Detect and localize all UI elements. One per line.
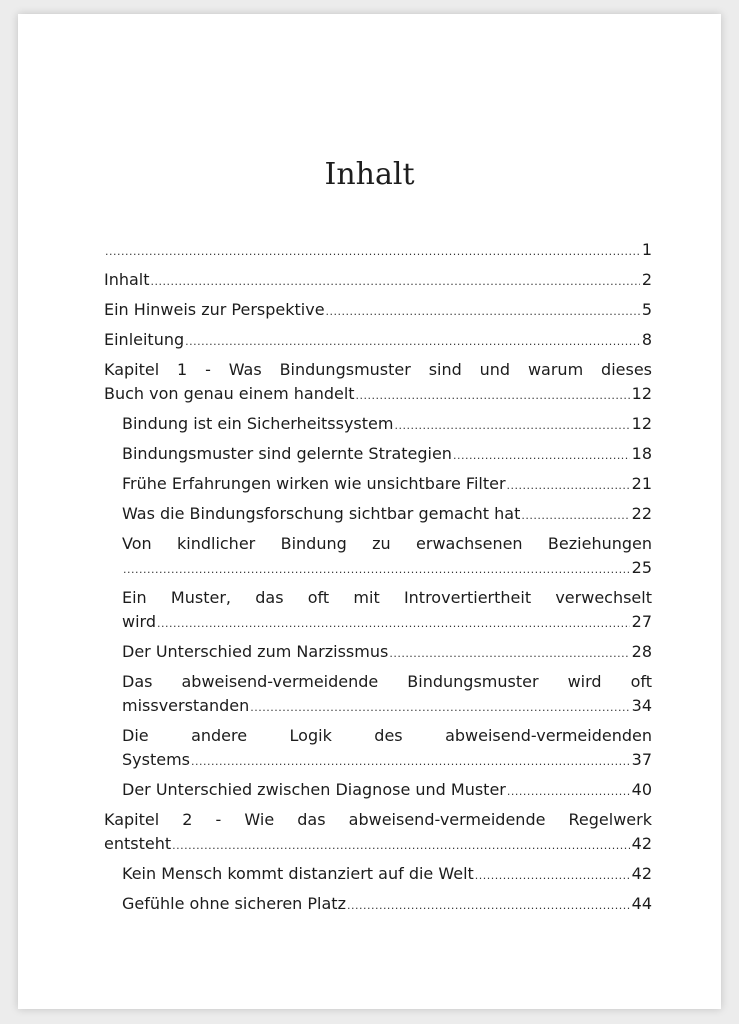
toc-entry[interactable] <box>104 328 652 352</box>
toc-entry-title: entsteht <box>104 834 172 853</box>
toc-page-number: 8 <box>641 330 652 349</box>
toc-page-number: 1 <box>641 240 652 259</box>
toc-page-number: 12 <box>631 414 652 433</box>
dot-leader <box>157 612 630 636</box>
toc-page-number: 22 <box>631 504 652 523</box>
toc-page-number: 44 <box>631 894 652 913</box>
toc-page-number: 12 <box>631 384 652 403</box>
toc-page-number: 28 <box>631 642 652 661</box>
toc-entry[interactable] <box>122 892 652 916</box>
toc-entry[interactable] <box>122 502 652 526</box>
dot-leader <box>356 384 630 408</box>
toc-entry[interactable] <box>122 532 652 580</box>
toc-entry[interactable] <box>122 412 652 436</box>
toc-entry[interactable] <box>104 268 652 292</box>
toc-entry[interactable] <box>122 640 652 664</box>
toc-entry[interactable] <box>122 724 652 772</box>
toc-entry-title: Systems <box>122 750 190 769</box>
toc-page-number: 34 <box>631 696 652 715</box>
dot-leader <box>347 894 630 918</box>
toc-page-number: 37 <box>631 750 652 769</box>
toc-entry-title-line: Kapitel 2 - Wie das abweisend-vermeidende Regelwerk <box>104 810 652 829</box>
dot-leader <box>151 270 640 294</box>
dot-leader <box>123 558 630 582</box>
document-page <box>18 14 721 1009</box>
dot-leader <box>326 300 640 324</box>
toc-entry[interactable] <box>122 778 652 802</box>
table-of-contents <box>104 238 652 922</box>
toc-page-number: 42 <box>631 864 652 883</box>
toc-entry-title: Der Unterschied zum Narzissmus <box>122 642 389 661</box>
toc-page-number: 21 <box>631 474 652 493</box>
toc-entry[interactable] <box>122 442 652 466</box>
page-title: Inhalt <box>324 157 415 192</box>
toc-entry-title: Buch von genau einem handelt <box>104 384 355 403</box>
dot-leader <box>191 750 630 774</box>
dot-leader <box>105 240 640 264</box>
toc-entry[interactable] <box>104 238 652 262</box>
toc-entry[interactable] <box>122 586 652 634</box>
toc-page-number: 2 <box>641 270 652 289</box>
dot-leader <box>475 864 630 888</box>
toc-entry-title: Was die Bindungsforschung sichtbar gemacht hat <box>122 504 521 523</box>
toc-entry[interactable] <box>104 808 652 856</box>
dot-leader <box>521 504 629 528</box>
toc-entry[interactable] <box>122 670 652 718</box>
toc-entry-title: Einleitung <box>104 330 185 349</box>
toc-entry[interactable] <box>104 298 652 322</box>
toc-entry[interactable] <box>122 472 652 496</box>
toc-entry-title-line: Kapitel 1 - Was Bindungsmuster sind und warum dieses <box>104 360 652 379</box>
toc-page-number: 18 <box>631 444 652 463</box>
toc-entry-title: wird <box>122 612 156 631</box>
toc-entry-title: Inhalt <box>104 270 150 289</box>
toc-entry-title-line: Die andere Logik des abweisend-vermeidenden <box>122 726 652 745</box>
toc-entry-title-line: Von kindlicher Bindung zu erwachsenen Beziehungen <box>122 534 652 553</box>
dot-leader <box>507 780 630 804</box>
toc-entry-title: Gefühle ohne sicheren Platz <box>122 894 346 913</box>
dot-leader <box>453 444 630 468</box>
toc-entry-title: Der Unterschied zwischen Diagnose und Muster <box>122 780 506 799</box>
toc-page-number: 40 <box>631 780 652 799</box>
toc-page-number: 42 <box>631 834 652 853</box>
toc-page-number: 25 <box>631 558 652 577</box>
toc-entry-title: Ein Hinweis zur Perspektive <box>104 300 325 319</box>
toc-entry-title: Bindungsmuster sind gelernte Strategien <box>122 444 452 463</box>
toc-page-number: 5 <box>641 300 652 319</box>
toc-entry-title: Frühe Erfahrungen wirken wie unsichtbare Filter <box>122 474 506 493</box>
dot-leader <box>172 834 630 858</box>
toc-entry[interactable] <box>122 862 652 886</box>
dot-leader <box>394 414 629 438</box>
toc-page-number: 27 <box>631 612 652 631</box>
toc-entry[interactable] <box>104 358 652 406</box>
dot-leader <box>185 330 640 354</box>
toc-entry-title-line: Ein Muster, das oft mit Introvertiertheit verwechselt <box>122 588 652 607</box>
toc-entry-title-line: Das abweisend-vermeidende Bindungsmuster wird oft <box>122 672 652 691</box>
toc-entry-title: Kein Mensch kommt distanziert auf die Welt <box>122 864 474 883</box>
dot-leader <box>389 642 629 666</box>
toc-entry-title: missverstanden <box>122 696 250 715</box>
dot-leader <box>250 696 629 720</box>
toc-entry-title: Bindung ist ein Sicherheitssystem <box>122 414 394 433</box>
dot-leader <box>507 474 630 498</box>
